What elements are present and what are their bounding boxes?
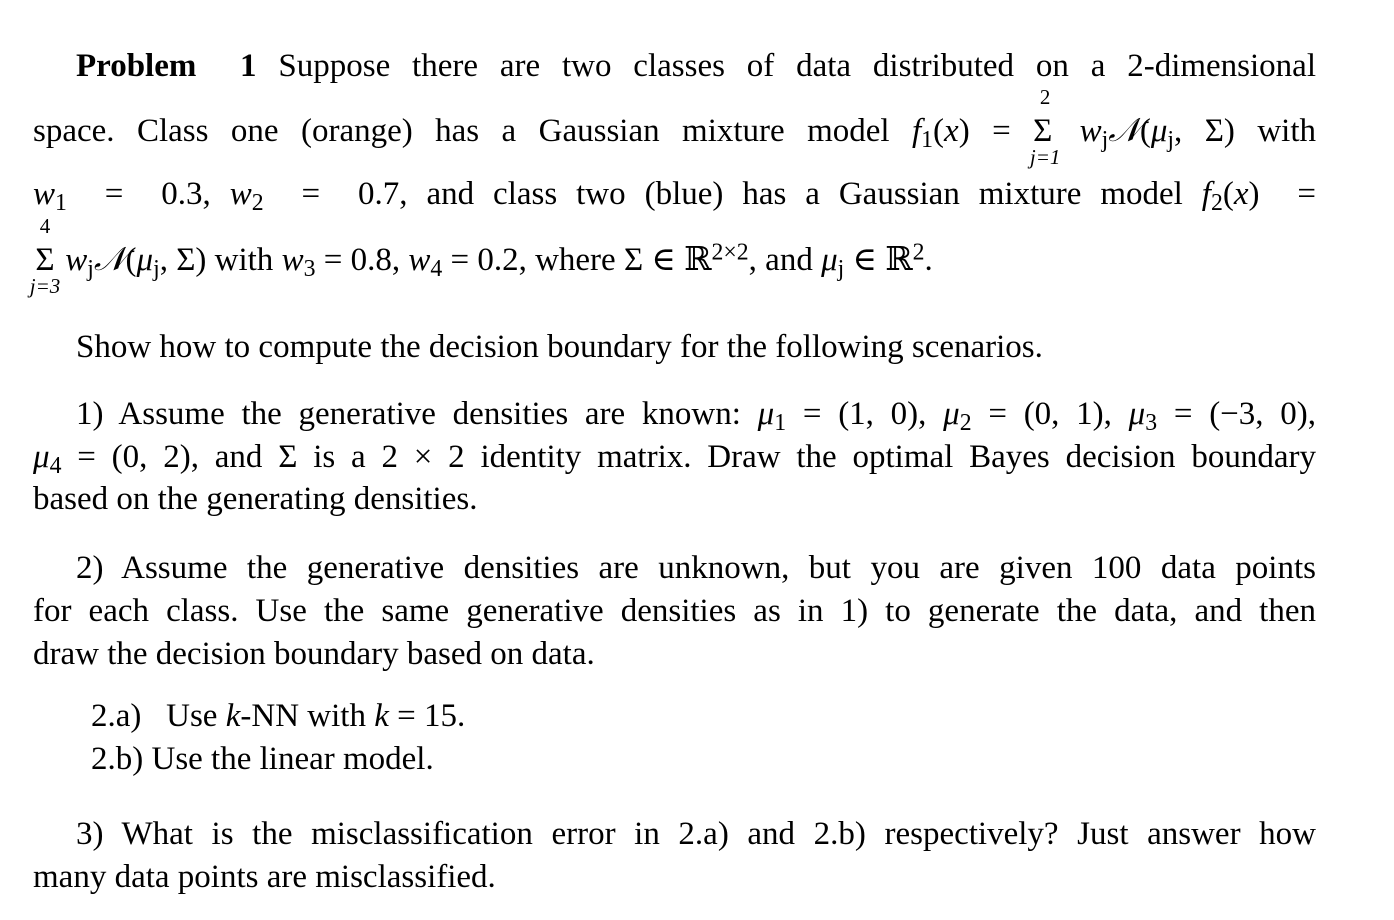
part3-line-1: 3) What is the misclassification error in 2.a) and 2.b) respectively? Just answer how xyxy=(76,816,1316,852)
intro-line-4: Σ 4 j=3 $w_j𝒩(\mu_j$, Σ) with $w_3 = 0.8$, $w_4 = 0.2$, where Σ ∈ ℝ$^{2\times 2}$, and $\mu_j$ ∈ ℝ$^2$. xyxy=(29,214,933,298)
part1-line-2: $\mu_4 = (0$, 2), and Σ is a 2 × 2 identity matrix. Draw the optimal Bayes decision boundary xyxy=(33,439,1316,479)
intro-line-3: $w_1 = 0.3$, $w_2 = 0.7$, and class two (blue) has a Gaussian mixture model $f_2(x)$ = xyxy=(33,176,1316,216)
part1-line-1: 1) Assume the generative densities are known: $\mu_1 = (1$, 0), $\mu_2 = (0$, 1), $\mu_3 = (-3$, 0), xyxy=(76,396,1317,436)
part1-line-3: based on the generating densities. xyxy=(33,481,478,517)
sum-symbol-1: Σ 2 j=1 xyxy=(1029,85,1061,169)
task-statement: Show how to compute the decision boundary for the following scenarios. xyxy=(76,329,1043,365)
part2-line-2: for each class. Use the same generative densities as in 1) to generate the data, and then xyxy=(33,593,1316,629)
part2-line-1: 2) Assume the generative densities are unknown, but you are given 100 data points xyxy=(76,550,1316,586)
part2a-item: 2.a) Use k-NN with k = 15. xyxy=(91,698,466,734)
part2b-item: 2.b) Use the linear model. xyxy=(91,741,434,777)
intro-line-2: space. Class one (orange) has a Gaussian mixture model $f_1(x) = \Sigma$ 2 j=1 $w_j𝒩(\mu_j$, Σ) with xyxy=(33,85,1316,169)
sum-symbol-2: Σ 4 j=3 xyxy=(29,214,61,298)
part2-line-3: draw the decision boundary based on data. xyxy=(33,636,595,672)
intro-line-1: Problem 1 Suppose there are two classes of data distributed on a 2-dimensional xyxy=(76,48,1316,84)
problem-heading: Problem 1 xyxy=(76,48,257,84)
part3-line-2: many data points are misclassified. xyxy=(33,859,496,895)
